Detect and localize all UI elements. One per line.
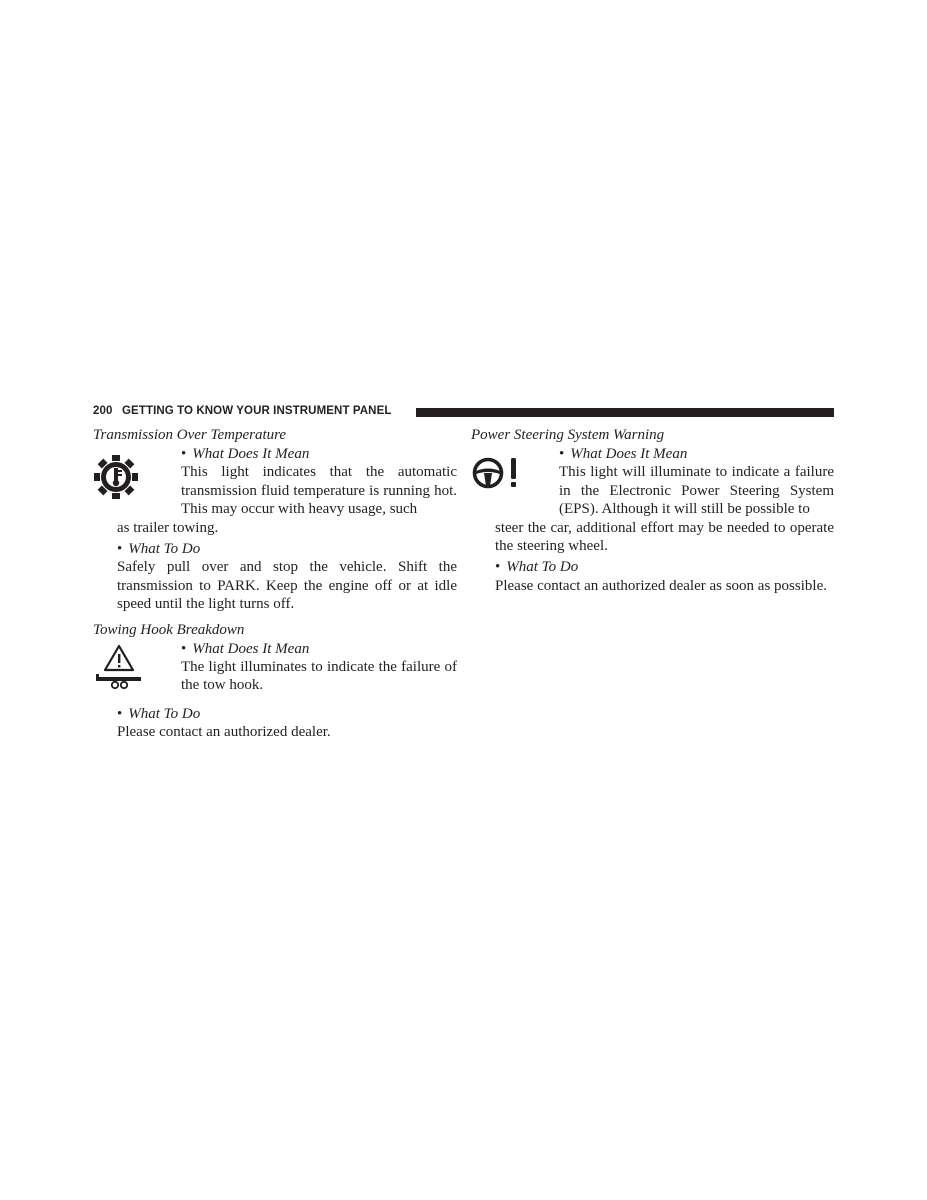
transmission-heading: Transmission Over Temperature <box>93 427 287 443</box>
towing-heading: Towing Hook Breakdown <box>93 621 245 638</box>
page-header <box>93 404 834 422</box>
steering-wheel-warning-icon <box>471 456 521 497</box>
transmission-todo-label: • What To Do <box>117 541 201 558</box>
right-column <box>471 424 834 595</box>
steering-meaning-text-cont: steer the car, additional effort may be needed to operate the steering wheel. <box>495 519 834 555</box>
steering-meaning-block <box>471 445 834 555</box>
transmission-meaning-label: • What Does It Mean <box>181 446 310 462</box>
towing-meaning-block <box>93 640 457 695</box>
page-number: 200 <box>93 405 113 417</box>
steering-heading: Power Steering System Warning <box>471 427 665 443</box>
towing-meaning-text: The light illuminates to indicate the failure of the tow hook. <box>181 659 457 694</box>
transmission-meaning-text-cont: as trailer towing. <box>117 519 219 536</box>
steering-todo-label: • What To Do <box>495 559 579 576</box>
transmission-temperature-icon <box>93 454 139 505</box>
towing-meaning-label: • What Does It Mean <box>181 640 310 657</box>
left-column <box>93 424 457 742</box>
steering-meaning-label: • What Does It Mean <box>559 446 688 462</box>
transmission-meaning-block <box>93 445 457 537</box>
section-title: GETTING TO KNOW YOUR INSTRUMENT PANEL <box>122 405 392 417</box>
tow-hook-warning-icon <box>93 643 143 696</box>
steering-todo-text: Please contact an authorized dealer as soon as possible. <box>495 577 827 594</box>
towing-todo-label: • What To Do <box>117 705 201 722</box>
towing-todo-text: Please contact an authorized dealer. <box>117 724 331 741</box>
transmission-todo-text: Safely pull over and stop the vehicle. Shift the transmission to PARK. Keep the engine off or at idle speed until the light turns off. <box>117 559 457 613</box>
steering-meaning-text: This light will illuminate to indicate a failure in the Electronic Power Steering System (EPS). Although it will still be possible to <box>559 464 834 518</box>
header-rule <box>416 408 834 417</box>
transmission-meaning-text: This light indicates that the automatic transmission fluid temperature is running hot. This may occur with heavy usage, such <box>181 464 457 518</box>
